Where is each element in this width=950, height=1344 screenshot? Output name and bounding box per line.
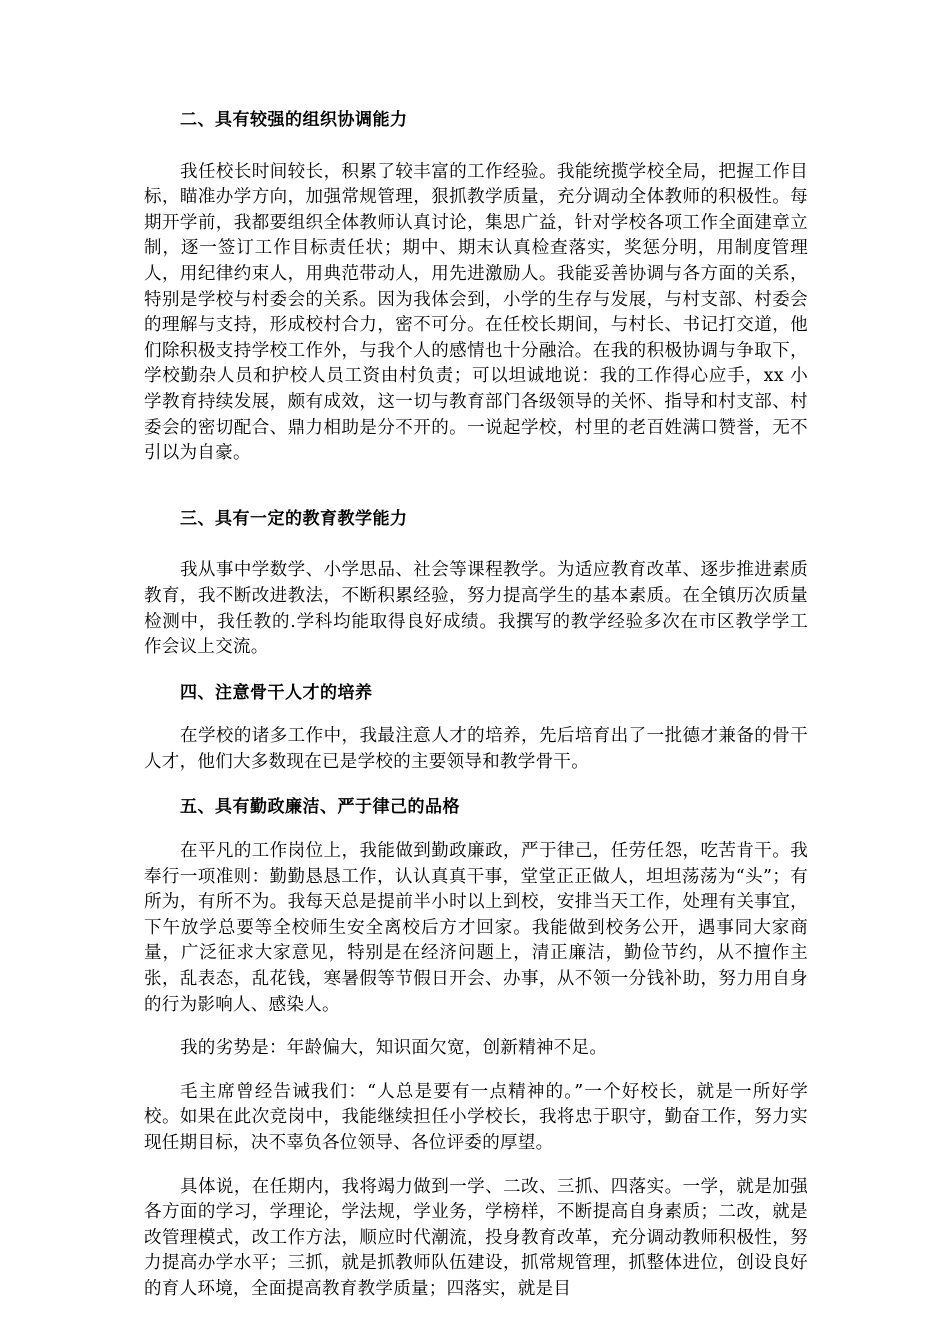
section-heading: 五、具有勤政廉洁、严于律己的品格 [180, 797, 460, 818]
body-paragraph: 在平凡的工作岗位上，我能做到勤政廉政，严于律己，任劳任怨，吃苦肯干。我奉行一项准则：勤勤恳恳工作，认认真真干事，堂堂正正做人，坦坦荡荡为“头”；有所为，有所不为。我每天总是提前半小时以上到校，安排当天工作，处理有关事宜，下午放学总要等全校师生安全离校后方才回家。我能做到校务公开，遇事同大家商量，广泛征求大家意见，特别是在经济问题上，清正廉洁，勤俭节约，从不擅作主张，乱表态，乱花钱，寒暑假等节假日开会、办事，从不领一分钱补助，努力用自身的行为影响人、感染人。 [144, 841, 808, 1015]
section-integrity [144, 795, 808, 1302]
body-paragraph: 我的劣势是：年龄偏大，知识面欠宽，创新精神不足。 [180, 1038, 608, 1059]
body-paragraph: 我任校长时间较长，积累了较丰富的工作经验。我能统揽学校全局，把握工作目标，瞄准办学方向，加强常规管理，狠抓教学质量，充分调动全体教师的积极性。每期开学前，我都要组织全体教师认真讨论，集思广益，针对学校各项工作全面建章立制，逐一签订工作目标责任状；期中、期末认真检查落实，奖惩分明，用制度管理人，用纪律约束人，用典范带动人，用先进激励人。我能妥善协调与各方面的关系，特别是学校与村委会的关系。因为我体会到，小学的生存与发展，与村支部、村委会的理解与支持，形成校村合力，密不可分。在任校长期间，与村长、书记打交道，他们除积极支持学校工作外，与我个人的感情也十分融洽。在我的积极协调与争取下，学校勤杂人员和护校人员工资由村负责；可以坦诚地说：我的工作得心应手，xx 小学教育持续发展，颇有成效，这一切与教育部门各级领导的关怀、指导和村支部、村委会的密切配合、鼎力相助是分不开的。一说起学校，村里的老百姓满口赞誉，无不引以为自豪。 [144, 161, 808, 464]
body-paragraph: 毛主席曾经告诫我们：“人总是要有一点精神的。”一个好校长，就是一所好学校。如果在此次竞岗中，我能继续担任小学校长，我将忠于职守，勤奋工作，努力实现任期目标，决不辜负各位领导、各位评委的厚望。 [144, 1081, 808, 1153]
body-paragraph: 在学校的诸多工作中，我最注意人才的培养，先后培育出了一批德才兼备的骨干人才，他们大多数现在已是学校的主要领导和教学骨干。 [144, 726, 808, 772]
section-talent [144, 681, 808, 776]
section-heading: 二、具有较强的组织协调能力 [180, 110, 408, 130]
section-heading: 四、注意骨干人才的培养 [180, 682, 373, 703]
section-organization [144, 108, 808, 467]
section-heading: 三、具有一定的教育教学能力 [180, 508, 408, 529]
document-page [144, 108, 808, 1303]
body-paragraph: 我从事中学数学、小学思品、社会等课程教学。为适应教育改革、逐步推进素质教育，我不断改进教法，不断积累经验，努力提高学生的基本素质。在全镇历次质量检测中，我任教的.学科均能取得良好成绩。我撰写的教学经验多次在市区教学学工作会议上交流。 [144, 560, 808, 658]
body-paragraph: 具体说，在任期内，我将竭力做到一学、二改、三抓、四落实。一学，就是加强各方面的学习，学理论，学法规，学业务，学榜样，不断提高自身素质；二改，就是改管理模式，改工作方法，顺应时代潮流，投身教育改革，充分调动教师积极性，努力提高办学水平；三抓，就是抓教师队伍建设，抓常规管理，抓整体进位，创设良好的育人环境，全面提高教育教学质量；四落实，就是目 [144, 1176, 808, 1299]
section-teaching [144, 507, 808, 661]
